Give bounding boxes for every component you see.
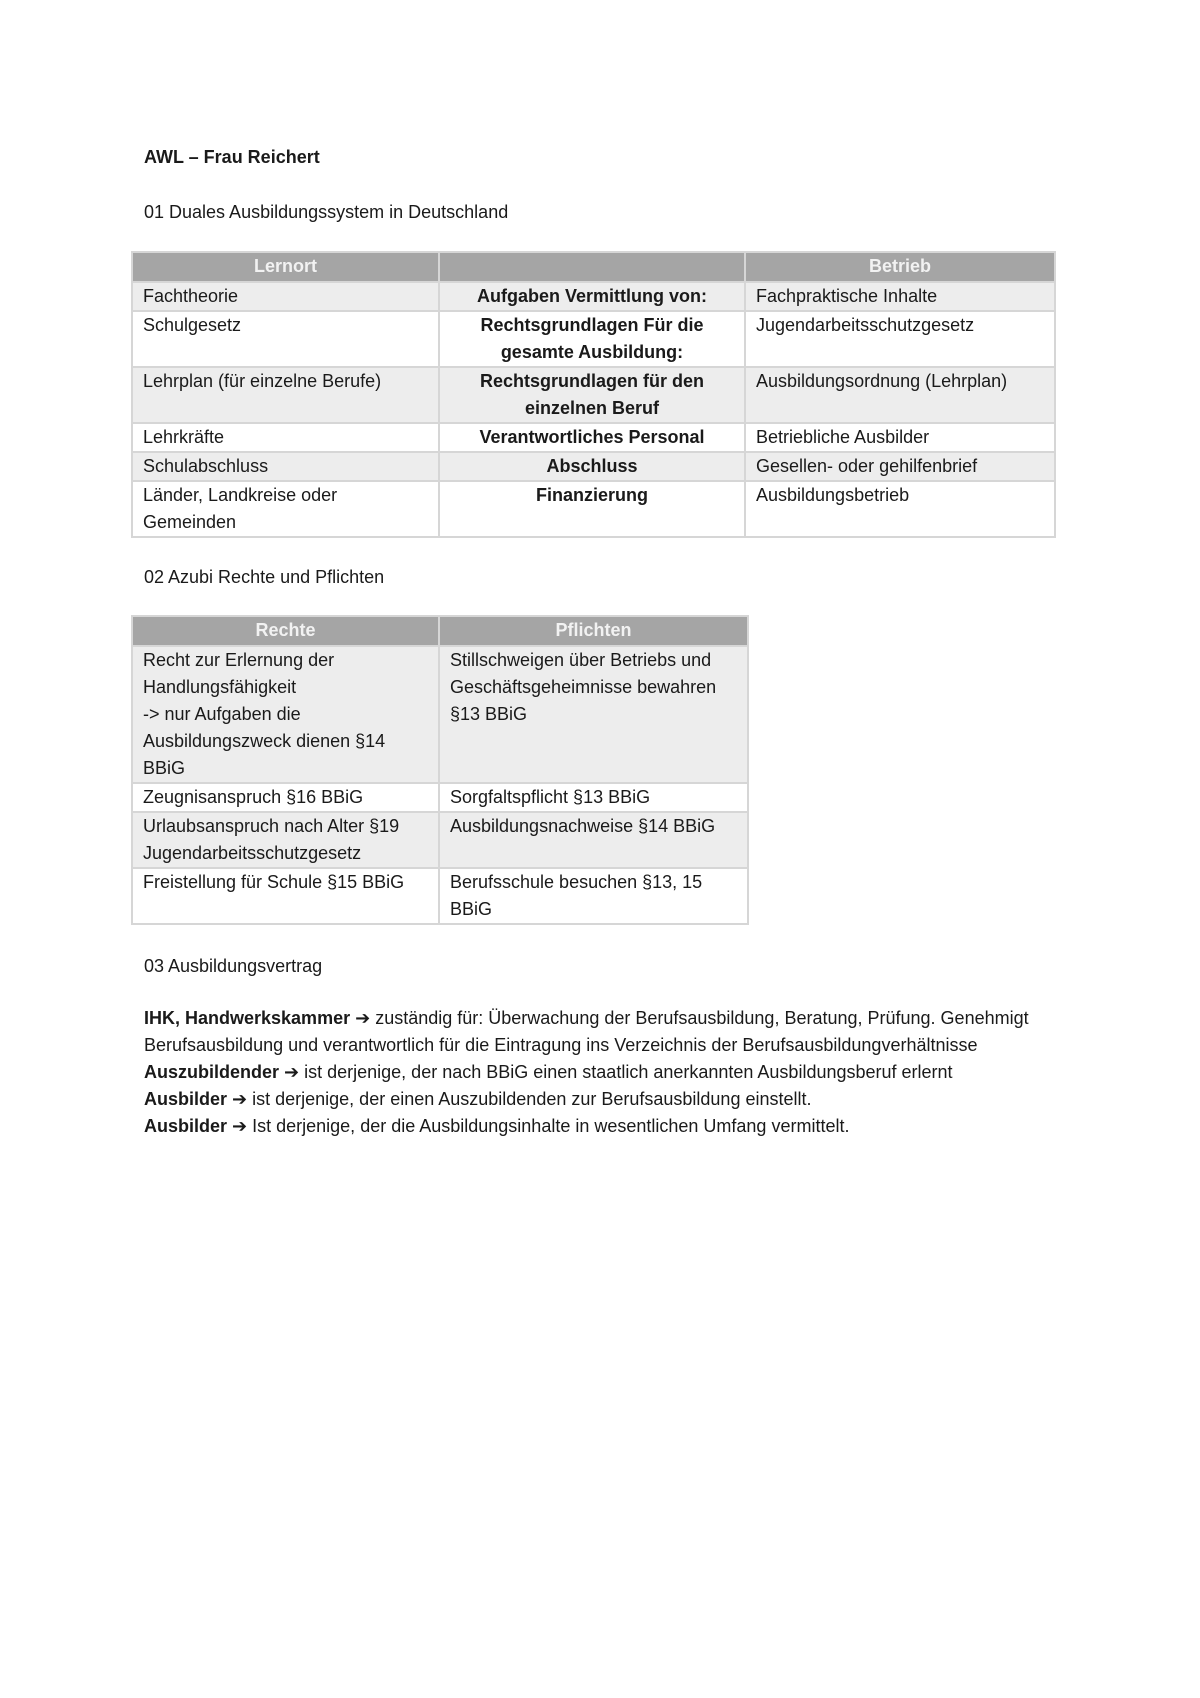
dual-system-table: [131, 251, 1056, 538]
table-header-row: [132, 252, 1055, 282]
table-row: [132, 311, 1055, 367]
table-row: [132, 812, 748, 868]
definition: Ist derjenige, der die Ausbildungsinhalte in wesentlichen Umfang vermittelt.: [247, 1116, 850, 1136]
table-row: [132, 481, 1055, 537]
paragraph: [144, 1086, 1074, 1113]
table-cell: Lehrkräfte: [132, 423, 439, 452]
table-row: [132, 452, 1055, 481]
paragraph: [144, 1005, 1074, 1059]
table-cell: Fachtheorie: [132, 282, 439, 311]
definition: ist derjenige, der nach BBiG einen staatlich anerkannten Ausbildungsberuf erlernt: [299, 1062, 953, 1082]
header-betrieb: Betrieb: [745, 252, 1055, 282]
paragraph: [144, 1059, 1074, 1086]
table-cell: Freistellung für Schule §15 BBiG: [132, 868, 439, 924]
table-cell: Aufgaben Vermittlung von:: [439, 282, 745, 311]
table-row: [132, 783, 748, 812]
arrow-right-icon: ➔: [232, 1116, 248, 1136]
table-cell: Verantwortliches Personal: [439, 423, 745, 452]
table-cell: Betriebliche Ausbilder: [745, 423, 1055, 452]
table-header-row: [132, 616, 748, 646]
table-row: [132, 282, 1055, 311]
section2-heading: 02 Azubi Rechte und Pflichten: [144, 567, 385, 587]
table-row: [132, 646, 748, 783]
table-row: [132, 367, 1055, 423]
header-pflichten: Pflichten: [439, 616, 748, 646]
table-cell: Rechtsgrundlagen für den einzelnen Beruf: [439, 367, 745, 423]
definition: zuständig für: Überwachung der Berufsausbildung, Beratung, Prüfung. Genehmigt Berufsausbildung und verantwortlich für die Eintragung ins Verzeichnis der Berufsausbildungverhältnisse: [144, 1008, 1029, 1055]
term: Ausbilder: [144, 1116, 228, 1136]
arrow-right-icon: ➔: [355, 1008, 371, 1028]
arrow-right-icon: ➔: [232, 1089, 248, 1109]
rights-duties-table: [131, 615, 749, 925]
table-row: [132, 868, 748, 924]
paragraph: [144, 1113, 1074, 1140]
table-cell: Ausbildungsordnung (Lehrplan): [745, 367, 1055, 423]
section1-heading: 01 Duales Ausbildungssystem in Deutschland: [144, 202, 509, 222]
table-cell: Urlaubsanspruch nach Alter §19 Jugendarbeitsschutzgesetz: [132, 812, 439, 868]
header-middle: [439, 252, 745, 282]
term: Auszubildender: [144, 1062, 280, 1082]
table-cell: Jugendarbeitsschutzgesetz: [745, 311, 1055, 367]
table-cell: Recht zur Erlernung der Handlungsfähigkeit -> nur Aufgaben die Ausbildungszweck dienen §14 BBiG: [132, 646, 439, 783]
definition: ist derjenige, der einen Auszubildenden zur Berufsausbildung einstellt.: [247, 1089, 812, 1109]
table-cell: Lehrplan (für einzelne Berufe): [132, 367, 439, 423]
table-cell: Sorgfaltspflicht §13 BBiG: [439, 783, 748, 812]
table-cell: Schulgesetz: [132, 311, 439, 367]
table-row: [132, 423, 1055, 452]
table-cell: Berufsschule besuchen §13, 15 BBiG: [439, 868, 748, 924]
document-title: AWL – Frau Reichert: [144, 147, 320, 167]
table-cell: Stillschweigen über Betriebs und Geschäftsgeheimnisse bewahren §13 BBiG: [439, 646, 748, 783]
table-cell: Zeugnisanspruch §16 BBiG: [132, 783, 439, 812]
table-cell: Fachpraktische Inhalte: [745, 282, 1055, 311]
table-cell: Rechtsgrundlagen Für die gesamte Ausbildung:: [439, 311, 745, 367]
arrow-right-icon: ➔: [284, 1062, 300, 1082]
table-cell: Schulabschluss: [132, 452, 439, 481]
term: IHK, Handwerkskammer: [144, 1008, 351, 1028]
table-cell: Ausbildungsbetrieb: [745, 481, 1055, 537]
section3-heading: 03 Ausbildungsvertrag: [144, 956, 323, 976]
table-cell: Abschluss: [439, 452, 745, 481]
header-lernort: Lernort: [132, 252, 439, 282]
table-cell: Finanzierung: [439, 481, 745, 537]
term: Ausbilder: [144, 1089, 228, 1109]
table-cell: Länder, Landkreise oder Gemeinden: [132, 481, 439, 537]
section3-body: [144, 1005, 1074, 1140]
table-cell: Gesellen- oder gehilfenbrief: [745, 452, 1055, 481]
table-cell: Ausbildungsnachweise §14 BBiG: [439, 812, 748, 868]
header-rechte: Rechte: [132, 616, 439, 646]
